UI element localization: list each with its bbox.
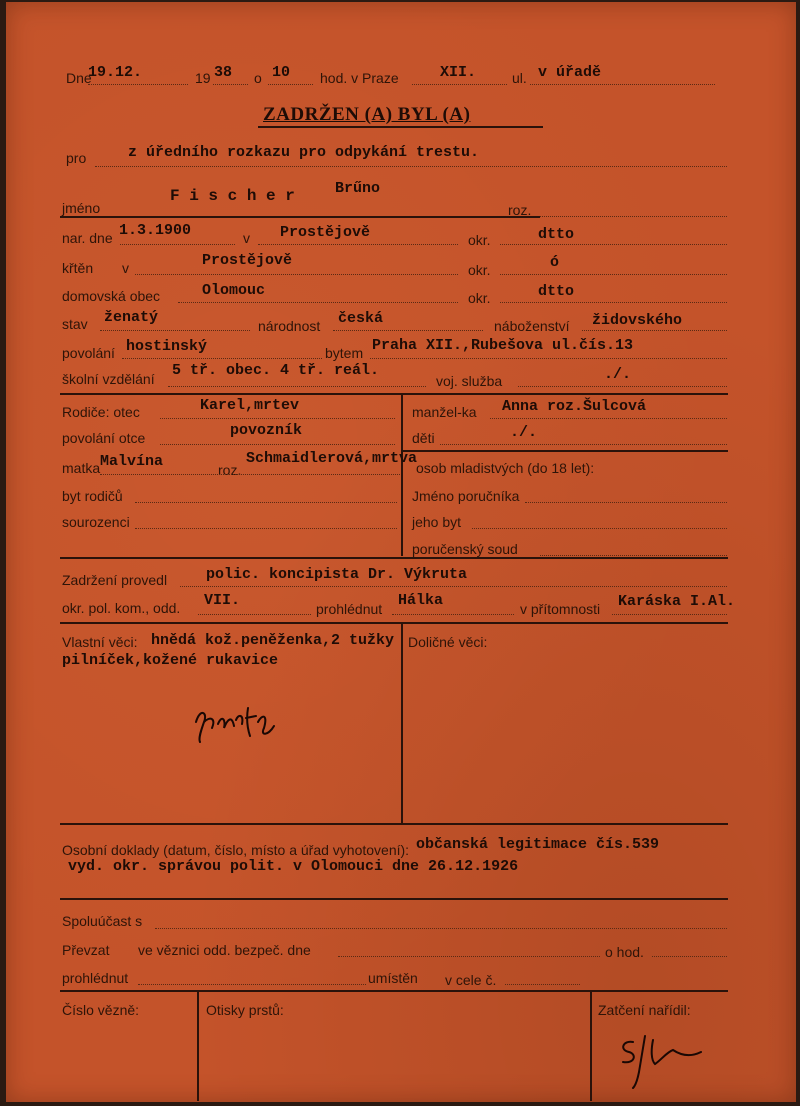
spouse-name: Anna roz.Šulcová [502,398,647,415]
baptized-in: Prostějově [202,252,293,269]
documents-line2: vyd. okr. správou polit. v Olomouci dne 26.12.1926 [68,858,519,875]
father-line [160,418,395,419]
section-rule-belongings [60,622,728,624]
baptized-district-line [500,274,727,275]
label-dolicne-veci: Doličné věci: [408,634,488,650]
father-occupation-line [160,444,395,445]
children: ./. [510,424,538,441]
guardian-rule [402,450,728,452]
label-nabozenstvi: náboženství [494,318,570,334]
section-rule-documents [60,823,728,825]
year-line [213,84,248,85]
cell-line [505,984,580,985]
presence-line [612,614,727,615]
footer-examined-line [138,984,366,985]
prisoner-divider-2 [590,991,592,1101]
label-nar-dne: nar. dne [62,230,113,246]
label-zatceni-naridil: Zatčení nařídil: [598,1002,691,1018]
label-prevzat: Převzat [62,942,110,958]
occupation: hostinský [126,338,208,355]
district-line [412,84,507,85]
documents-line1: občanská legitimace čís.539 [416,836,660,853]
label-manzel: manžel-ka [412,404,477,420]
label-okr-home: okr. [468,290,491,306]
label-voj-sluzba: voj. služba [436,373,503,389]
label-domovska-obec: domovská obec [62,288,161,304]
section-rule-prisoner [60,990,728,992]
military-service: ./. [604,366,632,383]
mother-line [100,474,400,475]
birth-date-line [120,244,235,245]
mother-maiden: Schmaidlerová,mrtva [246,450,418,467]
residence: Praha XII.,Rubešova ul.čís.13 [372,337,634,354]
nationality-line [333,330,483,331]
home-district: dtto [538,283,575,300]
prison-date-line [338,956,600,957]
birth-district: dtto [538,226,575,243]
label-jmeno: jméno [62,200,101,216]
label-prohlednut: prohlédnut [316,601,383,617]
birth-date: 1.3.1900 [119,222,192,239]
children-line [440,444,727,445]
label-19: 19 [195,70,211,86]
own-items-line1: hnědá kož.peněženka,2 tužky [151,632,395,649]
surname: F i s c h e r [170,187,295,205]
department: VII. [204,592,241,609]
siblings-line [135,528,397,529]
label-krten-v: v [122,260,129,276]
status-line [100,330,250,331]
home-district-line [500,302,727,303]
label-o-hod: o hod. [605,944,644,960]
education: 5 tř. obec. 4 tř. reál. [172,362,380,379]
spouse-line [490,418,727,419]
label-otisky-prstu: Otisky prstů: [206,1002,284,1018]
occupation-line [122,358,322,359]
father: Karel,mrtev [200,397,300,414]
prison-hour-line [652,956,727,957]
arrest-reason: z úředního rozkazu pro odpykání trestu. [128,144,480,161]
parents-residence-line [135,502,397,503]
form-title: ZADRŽEN (A) BYL (A) [263,104,471,125]
roz-line [540,216,727,217]
label-osob-mladistvych: osob mladistvých (do 18 let): [416,460,595,476]
belongings-divider [401,623,403,823]
birth-place-line [258,244,458,245]
arrested-by: polic. koncipista Dr. Výkruta [206,566,468,583]
label-rodice-otec: Rodiče: otec [62,404,140,420]
label-umisten: umístěn [368,970,418,986]
label-okr-pol-kom: okr. pol. kom., odd. [62,600,181,616]
label-sourozenci: sourozenci [62,514,130,530]
prisoner-signature [190,698,280,746]
education-line [168,386,426,387]
own-items-line2: pilníček,kožené rukavice [62,652,279,669]
department-line [198,614,311,615]
label-zadrzeni-provedl: Zadržení provedl [62,572,168,588]
section-rule-footer [60,898,728,900]
place-line [530,84,715,85]
birth-district-line [500,244,727,245]
arrest-year: 38 [214,64,233,81]
label-ul: ul. [512,70,527,86]
home-line [178,302,458,303]
label-skolni-vzdelani: školní vzdělání [62,371,155,387]
arrested-by-line [180,586,727,587]
baptized-line [135,274,458,275]
label-jmeno-porucnika: Jméno poručníka [412,488,520,504]
prisoner-divider-1 [197,991,199,1101]
label-cislo-vezne: Číslo vězně: [62,1002,140,1018]
section-rule-family [60,393,728,395]
in-presence-of: Karáska I.Al. [618,593,736,610]
arrest-hour: 10 [272,64,291,81]
label-porucensky-soud: poručenský soud [412,541,518,557]
label-roz: roz. [508,202,532,218]
label-vlastni-veci: Vlastní věci: [62,634,138,650]
label-povolani: povolání [62,345,115,361]
reason-line [95,166,727,167]
examined-by: Hálka [398,592,444,609]
label-okr-baptized: okr. [468,262,491,278]
title-underline [258,126,543,128]
marital-status: ženatý [104,309,159,326]
label-osobni-doklady: Osobní doklady (datum, číslo, místo a úřad vyhotovení): [62,842,410,858]
nationality: česká [338,310,384,327]
label-byt-rodicu: byt rodičů [62,488,123,504]
baptized-district: ó [550,254,560,271]
religion-line [582,330,727,331]
guardian-name-line [525,502,727,503]
complicity-line [155,928,727,929]
family-divider [401,394,403,556]
label-bytem: bytem [325,345,364,361]
section-rule-arrest [60,557,728,559]
label-pro: pro [66,150,87,166]
label-ve-veznici: ve věznici odd. bezpeč. dne [138,942,311,958]
military-line [518,386,727,387]
home-municipality: Olomouc [202,282,266,299]
label-stav: stav [62,316,88,332]
examined-by-line [392,614,514,615]
place: v úřadě [538,64,602,81]
label-deti: děti [412,430,435,446]
label-v-cele: v cele č. [445,972,497,988]
label-hod-praze: hod. v Praze [320,70,399,86]
label-dne: Dne [66,70,92,86]
label-jeho-byt: jeho byt [412,514,462,530]
date-line [88,84,188,85]
father-occupation: povozník [230,422,303,439]
district: XII. [440,64,477,81]
label-roz-mother: roz. [218,462,242,478]
given-name: Brűno [335,180,381,197]
label-povolani-otce: povolání otce [62,430,146,446]
label-o: o [254,70,262,86]
label-krten: křtěn [62,260,94,276]
label-v-pritomnosti: v přítomnosti [520,601,601,617]
label-v: v [243,230,250,246]
hour-line [268,84,313,85]
religion: židovského [592,312,683,329]
name-rule [60,216,540,218]
label-prohlednut-footer: prohlédnut [62,970,129,986]
mother: Malvína [100,453,164,470]
official-signature [615,1030,710,1090]
label-narodnost: národnost [258,318,321,334]
label-matka: matka [62,460,101,476]
court-line [540,555,727,556]
label-okr-birth: okr. [468,232,491,248]
label-spoluucast: Spoluúčast s [62,913,143,929]
birth-place: Prostějově [280,224,371,241]
guardian-residence-line [472,528,727,529]
residence-line [370,358,727,359]
arrest-date: 19.12. [88,64,143,81]
